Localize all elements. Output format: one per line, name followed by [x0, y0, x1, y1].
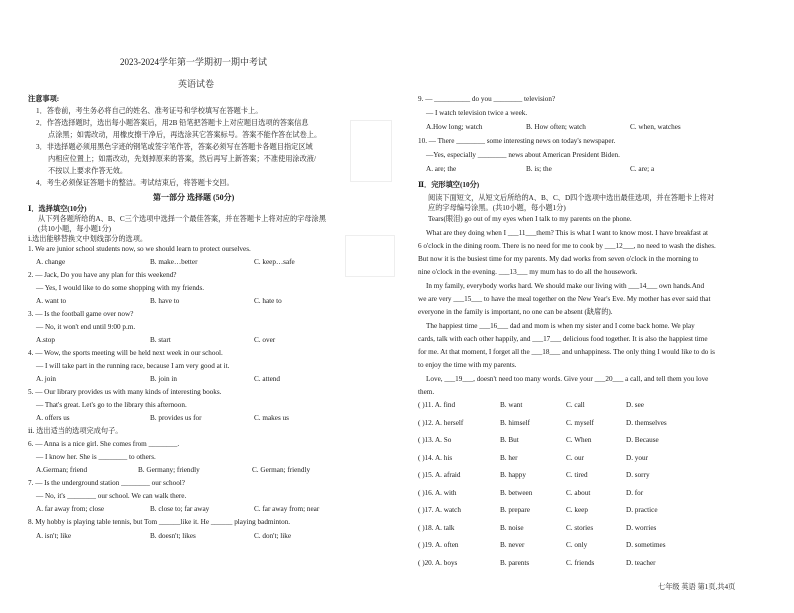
note-line: 4．考生必须保证答题卡的整洁。考试结束后，将答题卡交回。: [36, 179, 234, 187]
part1-title: 第一部分 选择题 (50分): [153, 193, 235, 202]
subsection-ii: ⅱ. 选出适当的选项完成句子。: [28, 427, 123, 435]
section1-instruction-2: (共10小题，每小题1分): [38, 225, 112, 233]
note-line: 1．答卷前，考生务必将自己的姓名、准考证号和学校填写在答题卡上。: [36, 107, 263, 115]
option: B. close to; far away: [150, 505, 210, 513]
option: B. provides us for: [150, 414, 202, 422]
choice-option: B. himself: [500, 418, 530, 427]
choice-option: C. stories: [566, 523, 594, 532]
option: C. far away from; near: [254, 505, 320, 513]
question-stem: 5. — Our library provides us with many kinds of interesting books.: [28, 388, 222, 396]
choice-option: B. parents: [500, 558, 530, 567]
passage-line: we are very ___15___ to have the meal together on the New Year's Eve. My mother has ever said that: [418, 295, 711, 303]
option: C. makes us: [254, 414, 289, 422]
passage-line: everyone in the family is important, no one can be absent (缺席的).: [418, 308, 613, 316]
option: B. make…better: [150, 258, 198, 266]
passage-line: them.: [418, 388, 435, 396]
choice-option: C. When: [566, 436, 592, 444]
question-stem: 1. We are junior school students now, so we should learn to protect ourselves.: [28, 245, 251, 253]
option: A. far away from; close: [36, 505, 105, 513]
note-line: 内相应位置上；如需改动，先划掉原来的答案，然后再写上新答案；不准使用涂改液/: [48, 155, 316, 163]
question-stem: 6. — Anna is a nice girl. She comes from ________.: [28, 440, 180, 448]
option: A.How long; watch: [426, 123, 483, 131]
question-stem-2: —Yes, especially ________ news about American President Biden.: [426, 151, 620, 159]
choice-option: B. never: [500, 541, 525, 549]
section2-instruction-2: 应的字母编号涂黑。(共10小题，每小题1分): [428, 204, 566, 212]
option: A.German; friend: [36, 466, 88, 474]
section1-instruction: 从下列各题所给的A、B、C三个选项中选择一个最佳答案，并在答题卡上将对应的字母涂黑: [38, 215, 326, 223]
choice-number: ( )19. A. often: [418, 541, 459, 549]
choice-number: ( )11. A. find: [418, 401, 456, 409]
question-stem: 8. My hobby is playing table tennis, but Tom ______like it. He ______ playing badminton.: [28, 518, 291, 526]
exam-subtitle: 英语试卷: [178, 79, 215, 89]
choice-option: D. practice: [626, 506, 658, 514]
choice-option: B. prepare: [500, 506, 530, 514]
note-line: 点涂黑；如需改动，用橡皮擦干净后，再选涂其它答案标号。答案不能作答在试卷上。: [48, 131, 322, 139]
choice-number: ( )17. A. watch: [418, 506, 461, 514]
choice-option: D. see: [626, 401, 644, 409]
question-stem-2: — I will take part in the running race, because I am very good at it.: [36, 362, 230, 370]
choice-option: C. tired: [566, 471, 588, 479]
choice-option: C. only: [566, 541, 588, 549]
passage-line: nine o'clock in the evening. ___13___ my mum has to do all the housework.: [418, 268, 638, 276]
question-stem-2: — I watch television twice a week.: [426, 109, 528, 117]
option: A.stop: [36, 336, 55, 344]
option: A. are; the: [426, 165, 457, 173]
choice-option: D. Because: [626, 436, 659, 444]
question-stem-2: — Yes, I would like to do some shopping with my friends.: [36, 284, 205, 292]
choice-option: C. keep: [566, 506, 588, 514]
option: C. when, watches: [630, 123, 681, 131]
option: C. over: [254, 336, 276, 344]
choice-option: C. call: [566, 401, 585, 409]
choice-number: ( )13. A. So: [418, 436, 452, 444]
choice-option: C. friends: [566, 558, 595, 567]
choice-option: B. But: [500, 436, 519, 444]
option: C. are; a: [630, 165, 655, 173]
choice-number: ( )15. A. afraid: [418, 471, 461, 479]
option: A. isn't; like: [36, 532, 72, 540]
question-stem: 10. — There ________ some interesting news on today's newspaper.: [418, 137, 616, 145]
option: A. change: [36, 258, 66, 266]
choice-option: D. teacher: [626, 558, 656, 567]
choice-option: C. about: [566, 488, 591, 497]
passage-line: for me. At that moment, I forget all the ___18___ and unhappiness. The only thing I would like to do is: [418, 348, 715, 356]
note-line: 2．作答选择题时，选出每小题答案后，用2B 铅笔把答题卡上对应题目选项的答案信息: [36, 119, 309, 127]
option: A. offers us: [36, 414, 70, 422]
question-stem: 7. — Is the underground station ________ our school?: [28, 479, 185, 487]
option: C. keep…safe: [254, 258, 295, 266]
option: B. have to: [150, 297, 180, 305]
choice-option: D. your: [626, 453, 648, 462]
exam-title: 2023-2024学年第一学期初一期中考试: [120, 57, 267, 67]
question-stem: 3. — Is the football game over now?: [28, 310, 134, 318]
question-stem-2: — No, it's ________ our school. We can walk there.: [36, 492, 187, 500]
choice-number: ( )18. A. talk: [418, 523, 455, 532]
question-stem-2: — No, it won't end until 9:00 p.m.: [36, 323, 136, 331]
question-stem-2: — I know her. She is ________ to others.: [36, 453, 156, 461]
passage-line: But now it is the busiest time for my parents. My dad works from seven o'clock in the morning to: [418, 255, 699, 263]
passage-line: to enjoy the time with my parents.: [418, 361, 517, 369]
watermark-box: [345, 235, 395, 277]
option: B. doesn't; likes: [150, 532, 196, 540]
page-footer: 七年级 英语 第1页,共4页: [658, 583, 736, 591]
option: C. hate to: [254, 297, 282, 305]
option: C. attend: [254, 375, 280, 383]
choice-option: D. sorry: [626, 471, 650, 479]
choice-option: D. for: [626, 488, 644, 497]
choice-option: B. her: [500, 453, 518, 462]
subsection-i: ⅰ.选出能够替换文中划线部分的选项。: [28, 235, 148, 243]
question-stem: 2. — Jack, Do you have any plan for this weekend?: [28, 271, 177, 279]
passage-line: Love, ___19___, doesn't need too many words. Give your ___20___ a call, and tell them you love: [426, 375, 709, 383]
option: B. join in: [150, 375, 177, 383]
notes-heading: 注意事项:: [28, 95, 60, 103]
passage-line: The happiest time ___16___ dad and mom is when my sister and I come back home. We play: [426, 322, 695, 330]
option: B. Germany; friendly: [138, 466, 200, 474]
choice-option: D. sometimes: [626, 541, 666, 549]
passage-line: What are they doing when I ___11___them? This is what I want to know most. I have breakfast at: [426, 229, 709, 237]
option: A. join: [36, 375, 56, 383]
question-stem: 9. — __________ do you ________ television?: [418, 95, 556, 103]
choice-option: D. worries: [626, 523, 657, 532]
choice-number: ( )16. A. with: [418, 488, 457, 497]
passage-line: cards, talk with each other happily, and ___17___ delicious food together. It is also the happiest time: [418, 335, 708, 343]
choice-number: ( )14. A. his: [418, 453, 453, 462]
watermark-box: [350, 120, 392, 182]
choice-option: D. themselves: [626, 418, 667, 427]
section2-instruction: 阅读下面短文，从短文后所给的A、B、C、D四个选项中选出最佳选项，并在答题卡上将对: [428, 194, 714, 202]
option: A. want to: [36, 297, 67, 305]
passage-line: In my family, everybody works hard. We should make our living with ___14___ own hands.And: [426, 282, 705, 290]
choice-option: B. noise: [500, 523, 524, 532]
choice-option: B. between: [500, 488, 533, 497]
note-line: 3．非选择题必须用黑色字迹的钢笔或签字笔作答，答案必须写在答题卡各题目指定区域: [36, 143, 313, 151]
question-stem: 4. — Wow, the sports meeting will be held next week in our school.: [28, 349, 223, 357]
choice-option: B. happy: [500, 471, 526, 479]
choice-option: C. myself: [566, 418, 594, 427]
option: B. is; the: [526, 165, 552, 173]
note-line: 不按以上要求作答无效。: [48, 167, 128, 175]
section2-heading: Ⅱ．完形填空(10分): [418, 181, 480, 189]
option: B. start: [150, 336, 171, 344]
passage-title: Tears(眼泪) go out of my eyes when I talk to my parents on the phone.: [428, 215, 632, 223]
choice-number: ( )20. A. boys: [418, 558, 458, 567]
question-stem-2: — That's great. Let's go to the library this afternoon.: [36, 401, 187, 409]
choice-option: B. want: [500, 401, 523, 409]
choice-number: ( )12. A. herself: [418, 418, 464, 427]
choice-option: C. our: [566, 453, 584, 462]
section1-heading: Ⅰ．选择填空(10分): [28, 205, 87, 213]
option: C. don't; like: [254, 532, 292, 540]
option: C. German; friendly: [252, 466, 311, 474]
passage-line: 6 o'clock in the dining room. There is no need for me to cook by ___12___, no need to wash the dishes.: [418, 242, 716, 250]
option: B. How often; watch: [526, 123, 586, 131]
